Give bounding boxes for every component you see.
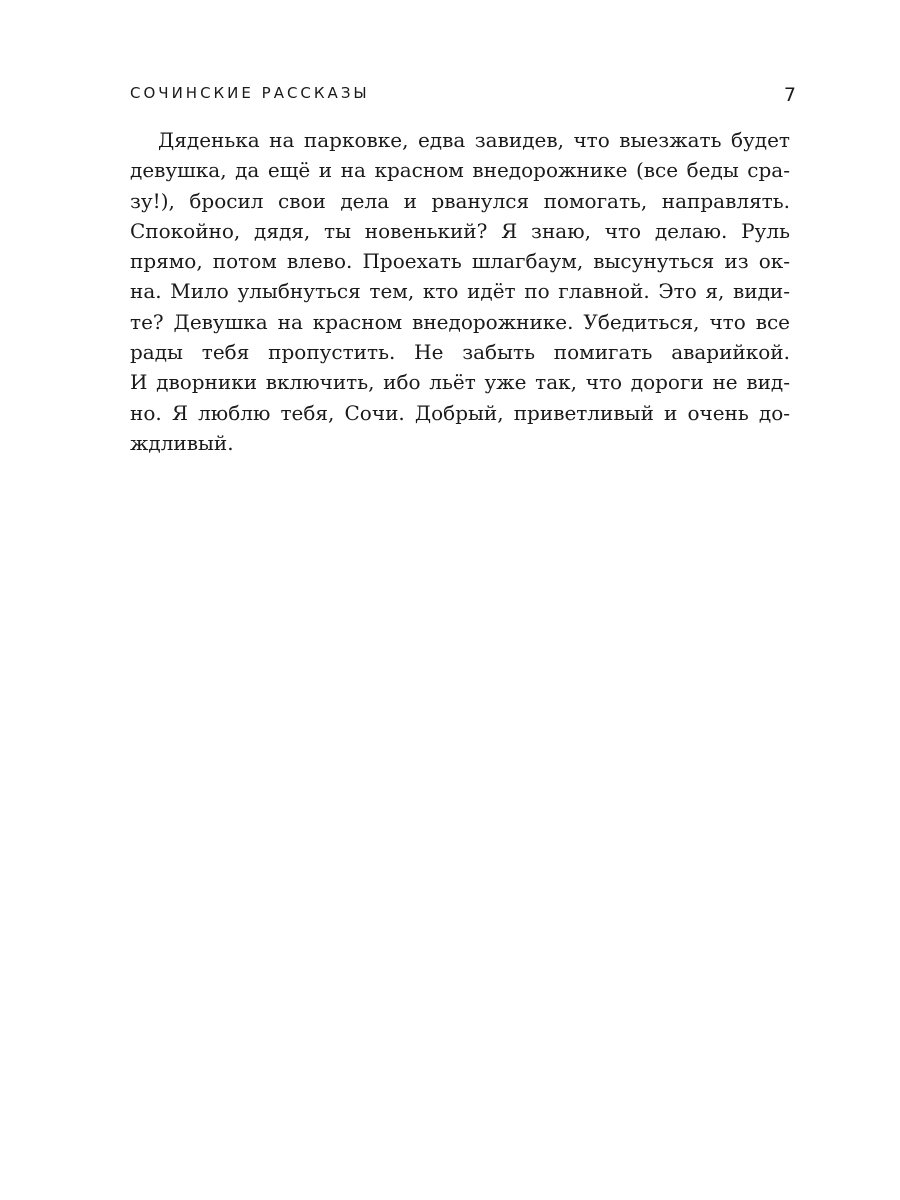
text-line: Дяденька на парковке, едва завидев, что выезжать будет xyxy=(158,128,790,152)
running-title: СОЧИНСКИЕ РАССКАЗЫ xyxy=(130,84,370,102)
text-line: И дворники включить, ибо льёт уже так, что дороги не вид- xyxy=(130,370,790,395)
text-line: но. Я люблю тебя, Сочи. Добрый, приветливый и очень до- xyxy=(130,400,790,425)
text-line: те? Девушка на красном внедорожнике. Убедиться, что все xyxy=(130,309,790,334)
page-number: 7 xyxy=(783,84,796,106)
running-header xyxy=(130,84,798,110)
text-line: девушка, да ещё и на красном внедорожнике (все беды сра- xyxy=(130,158,790,183)
text-line: рады тебя пропустить. Не забыть помигать аварийкой. xyxy=(130,340,790,365)
body-paragraph xyxy=(130,125,790,458)
text-line: ждливый. xyxy=(130,430,234,455)
text-line: зу!), бросил свои дела и рванулся помогать, направлять. xyxy=(130,188,790,213)
text-line: Спокойно, дядя, ты новенький? Я знаю, что делаю. Руль xyxy=(130,218,790,243)
text-line: на. Мило улыбнуться тем, кто идёт по главной. Это я, види- xyxy=(130,279,790,304)
text-line: прямо, потом влево. Проехать шлагбаум, высунуться из ок- xyxy=(130,249,790,274)
